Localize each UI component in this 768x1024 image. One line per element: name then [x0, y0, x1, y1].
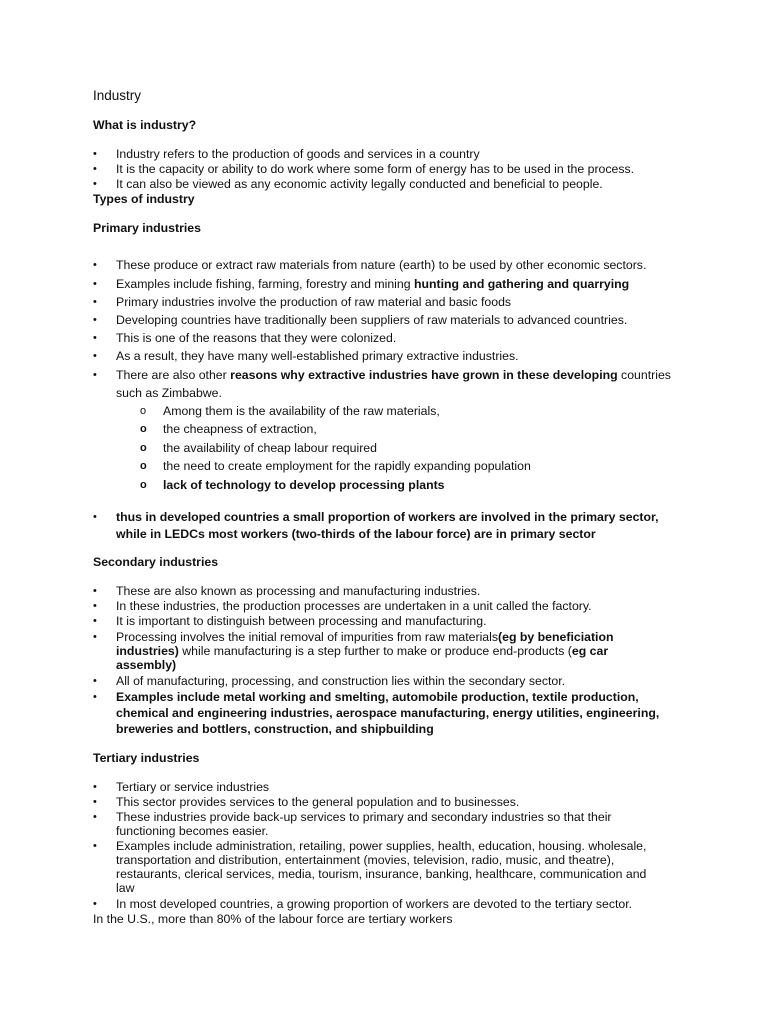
list-item-continuation: assembly) [116, 658, 177, 672]
list-item-continuation [116, 644, 608, 659]
list-item: thus in developed countries a small proportion of workers are involved in the primary sector, [116, 510, 659, 524]
emphasis-text: eg car [571, 644, 609, 658]
sub-list-item: Among them is the availability of the raw materials, [163, 404, 440, 418]
section-heading-types: Types of industry [93, 192, 195, 206]
list-item: These industries provide back-up services to primary and secondary industries so that their [116, 810, 612, 824]
sub-bullet-marker: o [140, 442, 147, 454]
list-item-text: while manufacturing is a step further to make or produce end-products ( [178, 644, 572, 658]
emphasis-text: reasons why extractive industries have grown in these developing [230, 368, 618, 382]
list-item: It can also be viewed as any economic activity legally conducted and beneficial to people. [116, 177, 603, 191]
list-item-text: There are also other [116, 368, 231, 382]
list-item [116, 277, 629, 292]
bullet-marker: • [93, 369, 97, 381]
list-item: All of manufacturing, processing, and construction lies within the secondary sector. [116, 674, 566, 688]
bullet-marker: • [93, 511, 97, 523]
bullet-marker: • [93, 259, 97, 271]
sub-bullet-marker: o [140, 479, 147, 491]
bullet-marker: • [93, 898, 97, 910]
list-item: Tertiary or service industries [116, 780, 270, 794]
list-item: It is the capacity or ability to do work where some form of energy has to be used in the process. [116, 162, 635, 176]
list-item: Examples include metal working and smelting, automobile production, textile production, [116, 690, 639, 704]
list-item-text: countries [617, 368, 671, 382]
section-heading-what-is-industry: What is industry? [93, 118, 197, 132]
section-heading-primary: Primary industries [93, 221, 201, 235]
bullet-marker: • [93, 314, 97, 326]
bullet-marker: • [93, 178, 97, 190]
sub-list-item: the cheapness of extraction, [163, 422, 317, 436]
bullet-marker: • [93, 278, 97, 290]
bullet-marker: • [93, 796, 97, 808]
section-heading-secondary: Secondary industries [93, 555, 219, 569]
bullet-marker: • [93, 781, 97, 793]
list-item: Examples include administration, retailing, power supplies, health, education, housing. wholesale, [116, 839, 647, 853]
list-item-continuation: restaurants, clerical services, media, tourism, insurance, banking, healthcare, communication and [116, 867, 647, 881]
closing-paragraph: In the U.S., more than 80% of the labour force are tertiary workers [93, 912, 453, 926]
bullet-marker: • [93, 600, 97, 612]
list-item: It is important to distinguish between processing and manufacturing. [116, 614, 487, 628]
list-item-continuation: functioning becomes easier. [116, 824, 269, 838]
list-item-text: Processing involves the initial removal of impurities from raw materials [116, 630, 499, 644]
sub-list-item: the need to create employment for the rapidly expanding population [163, 459, 531, 473]
bullet-marker: • [93, 811, 97, 823]
sub-bullet-marker: o [140, 423, 147, 435]
bullet-marker: • [93, 631, 97, 643]
list-item-continuation: transportation and distribution, entertainment (movies, television, radio, music, and theatre), [116, 853, 615, 867]
list-item [116, 368, 671, 383]
list-item-continuation: while in LEDCs most workers (two-thirds of the labour force) are in primary sector [116, 527, 596, 541]
sub-list-item: the availability of cheap labour required [163, 441, 377, 455]
list-item: Developing countries have traditionally been suppliers of raw materials to advanced countries. [116, 313, 628, 327]
bullet-marker: • [93, 585, 97, 597]
bullet-marker: • [93, 691, 97, 703]
sub-list-item: lack of technology to develop processing plants [163, 478, 445, 492]
list-item-continuation: chemical and engineering industries, aerospace manufacturing, energy utilities, engineering, [116, 706, 660, 720]
bullet-marker: • [93, 296, 97, 308]
list-item-continuation: such as Zimbabwe. [116, 386, 222, 400]
list-item [116, 630, 614, 645]
list-item: In these industries, the production processes are undertaken in a unit called the factory. [116, 599, 592, 613]
bullet-marker: • [93, 350, 97, 362]
list-item: These are also known as processing and manufacturing industries. [116, 584, 481, 598]
sub-bullet-marker: o [140, 405, 147, 417]
bullet-marker: • [93, 332, 97, 344]
page-title: Industry [93, 88, 142, 103]
bullet-marker: • [93, 163, 97, 175]
section-heading-tertiary: Tertiary industries [93, 751, 200, 765]
list-item: Primary industries involve the production of raw material and basic foods [116, 295, 512, 309]
list-item: In most developed countries, a growing proportion of workers are devoted to the tertiary sector. [116, 897, 633, 911]
list-item: Industry refers to the production of goods and services in a country [116, 147, 480, 161]
bullet-marker: • [93, 840, 97, 852]
list-item-continuation: law [116, 881, 135, 895]
bullet-marker: • [93, 675, 97, 687]
sub-bullet-marker: o [140, 460, 147, 472]
list-item-text: Examples include fishing, farming, forestry and mining [116, 277, 414, 291]
list-item: These produce or extract raw materials from nature (earth) to be used by other economic sectors. [116, 258, 647, 272]
emphasis-text: (eg by beneficiation [498, 630, 614, 644]
list-item: This sector provides services to the general population and to businesses. [116, 795, 520, 809]
list-item-continuation: breweries and bottlers, construction, and shipbuilding [116, 722, 434, 736]
bullet-marker: • [93, 148, 97, 160]
emphasis-text: hunting and gathering and quarrying [414, 277, 630, 291]
emphasis-text: industries) [116, 644, 179, 658]
list-item: As a result, they have many well-established primary extractive industries. [116, 349, 519, 363]
list-item: This is one of the reasons that they were colonized. [116, 331, 397, 345]
bullet-marker: • [93, 615, 97, 627]
